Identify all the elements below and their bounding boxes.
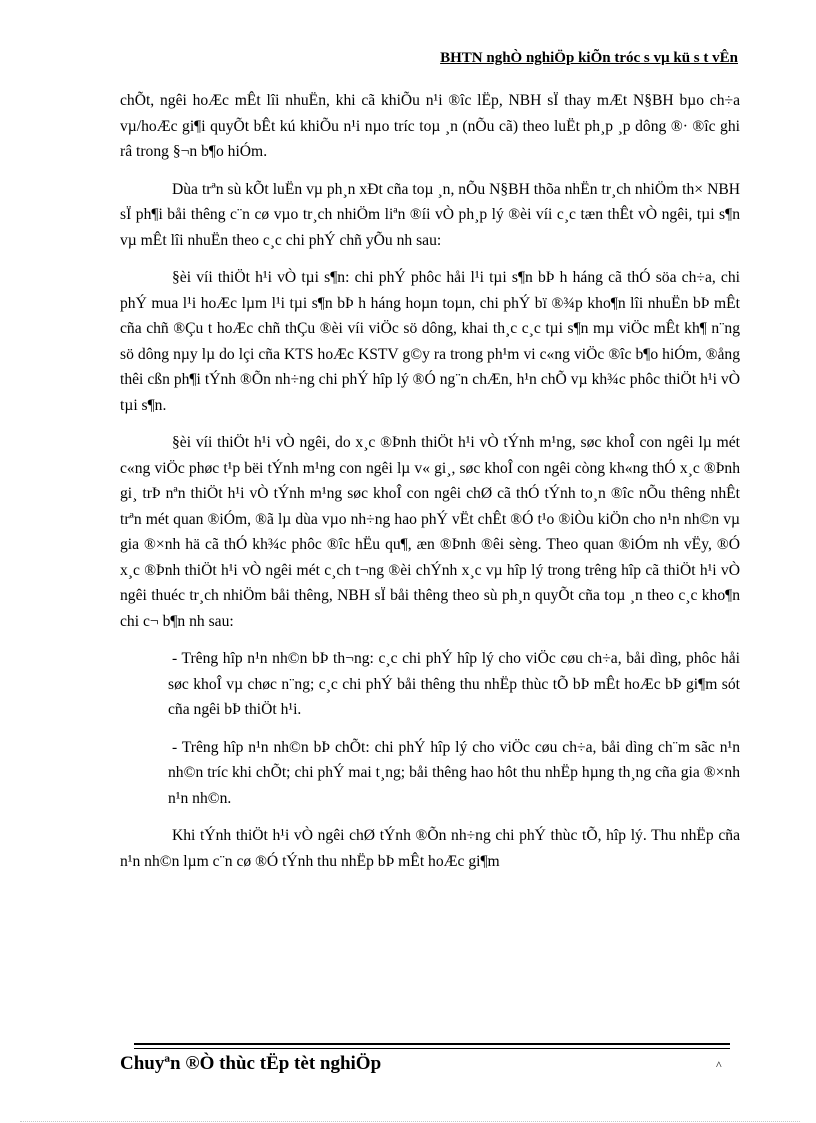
- list-item: - Trêng hîp n¹n nh©n bÞ chÕt: chi phÝ hîp lý cho viÖc cøu ch÷a, båi dìng ch¨m sãc n¹n nh©n tríc khi chÕt; chi phÝ mai t¸ng; båi thêng hao hôt thu nhËp hµng th¸ng cña gia ®×nh n¹n nh©n.: [168, 738, 740, 807]
- document-body: [120, 88, 740, 886]
- page-boundary: [20, 1121, 800, 1122]
- page-mark: ^: [716, 1058, 722, 1072]
- running-header: BHTN nghÒ nghiÖp kiÕn tróc s vµ kü s t vÊn: [440, 50, 738, 66]
- paragraph: Dùa trªn sù kÕt luËn vµ ph¸n xÐt cña toµ ¸n, nÕu N§BH thõa nhËn tr¸ch nhiÖm th× NBH sÏ ph¶i båi thêng c¨n cø vµo tr¸ch nhiÖm liªn ®íi vÒ ph¸p lý ®èi víi c¸c tæn thÊt vÒ ngêi, tµi s¶n vµ mÊt lîi nhuËn theo c¸c chi phÝ chñ yÕu nh sau:: [120, 180, 740, 249]
- paragraph: Khi tÝnh thiÖt h¹i vÒ ngêi chØ tÝnh ®Õn nh÷ng chi phÝ thùc tÕ, hîp lý. Thu nhËp cña n¹n nh©n lµm c¨n cø ®Ó tÝnh thu nhËp bÞ mÊt hoÆc gi¶m: [120, 827, 740, 870]
- paragraph: §èi víi thiÖt h¹i vÒ tµi s¶n: chi phÝ phôc håi l¹i tµi s¶n bÞ h háng cã thÓ söa ch÷a, chi phÝ mua l¹i hoÆc lµm l¹i tµi s¶n bÞ h háng hoµn toµn, chi phÝ bï ®¾p kho¶n lîi nhuËn bÞ mÊt cña chñ ®Çu t hoÆc chñ thÇu ®èi víi viÖc sö dông, khai th¸c c¸c tµi s¶n mµ viÖc mÊt kh¶ n¨ng sö dông nµy lµ do lçi cña KTS hoÆc KSTV g©y ra trong ph¹m vi c«ng viÖc ®îc b¶o hiÓm, ®ång thêi cßn ph¶i tÝnh ®Õn nh÷ng chi phÝ hîp lý ®Ó ng¨n chÆn, h¹n chÕ vµ kh¾c phôc thiÖt h¹i vÒ tµi s¶n.: [120, 269, 740, 414]
- list-item: - Trêng hîp n¹n nh©n bÞ th¬ng: c¸c chi phÝ hîp lý cho viÖc cøu ch÷a, båi dìng, phôc håi søc khoÎ vµ chøc n¨ng; c¸c chi phÝ båi thêng thu nhËp thùc tÕ bÞ mÊt hoÆc bÞ gi¶m sót cña ngêi bÞ thiÖt h¹i.: [168, 650, 740, 718]
- footer-divider-thick: [134, 1043, 730, 1045]
- paragraph: chÕt, ngêi hoÆc mÊt lîi nhuËn, khi cã khiÕu n¹i ®îc lËp, NBH sÏ thay mÆt N§BH bµo ch÷a vµ/hoÆc gi¶i quyÕt bÊt kú khiÕu n¹i nµo tríc toµ ¸n (nÕu cã) theo luËt ph¸p ¸p dông ®· ®îc ghi râ trong §¬n b¶o hiÓm.: [120, 92, 740, 160]
- footer-divider-thin: [134, 1048, 730, 1049]
- paragraph: §èi víi thiÖt h¹i vÒ ngêi, do x¸c ®Þnh thiÖt h¹i vÒ tÝnh m¹ng, søc khoÎ con ngêi lµ mét c«ng viÖc phøc t¹p bëi tÝnh m¹ng con ngêi lµ v« gi¸, søc khoÎ con ngêi còng kh«ng thÓ x¸c ®Þnh gi¸ trÞ nªn thiÖt h¹i vÒ tÝnh m¹ng søc khoÎ con ngêi chØ cã thÓ tÝnh to¸n ®îc nÕu thêng nhÊt trªn mét quan ®iÓm, ®ã lµ dùa vµo nh÷ng hao phÝ vËt chÊt ®Ó t¹o ®iÒu kiÖn cho n¹n nh©n vµ gia ®×nh hä cã thÓ kh¾c phôc ®îc hËu qu¶, æn ®Þnh ®êi sèng. Theo quan ®iÓm nh vËy, ®Ó x¸c ®Þnh thiÖt h¹i vÒ ngêi mét c¸ch t¬ng ®èi chÝnh x¸c vµ hîp lý trong trêng hîp cã thiÖt h¹i vÒ ngêi thuéc tr¸ch nhiÖm båi thêng, NBH sÏ båi thêng theo sù ph¸n quyÕt cña toµ ¸n theo c¸c kho¶n chi c¬ b¶n nh sau:: [120, 434, 740, 630]
- footer-title: Chuyªn ®Ò thùc tËp tèt nghiÖp: [120, 1053, 382, 1074]
